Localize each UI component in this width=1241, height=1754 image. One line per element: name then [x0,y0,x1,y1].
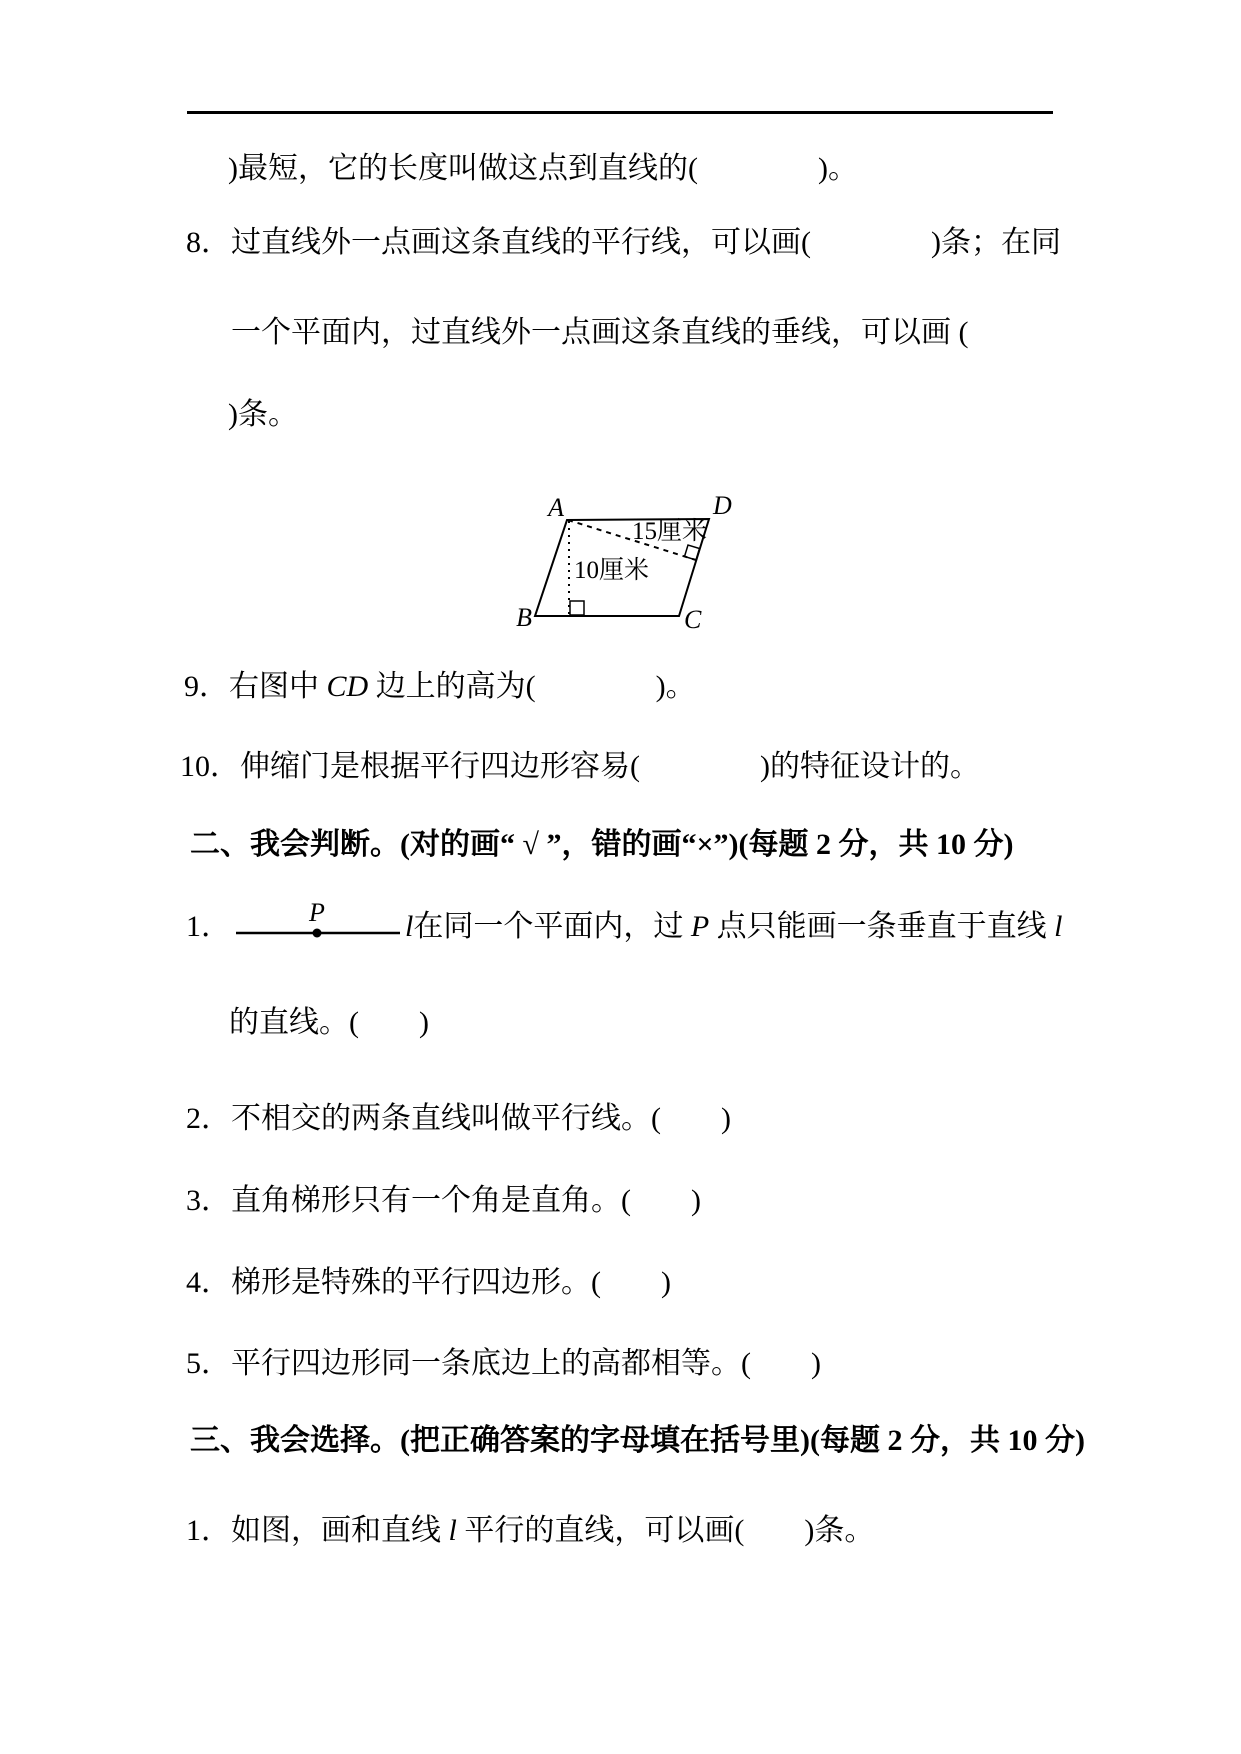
question-9-cd-italic: CD [326,670,369,703]
judge-question-1-text1: 在同一个平面内，过 [413,909,691,943]
parallelogram-figure [492,448,754,640]
question-9 [184,666,696,708]
vertex-label-c: C [684,605,702,634]
vertex-label-b: B [516,603,532,632]
right-angle-mark-bottom [570,601,584,615]
question-8-line3: )条。 [228,398,298,431]
question-9-pre: 9．右图中 [184,670,327,703]
judge-question-1-p-italic: P [690,909,710,943]
line-l-label: l [405,909,414,943]
judge-question-2: 2．不相交的两条直线叫做平行线。( ) [186,1102,731,1135]
top-divider-rule [187,111,1053,114]
judge-question-3: 3．直角梯形只有一个角是直角。( ) [186,1184,701,1217]
question-7-tail: )最短，它的长度叫做这点到直线的( )。 [228,152,858,185]
vertex-label-a: A [548,493,564,522]
judge-question-4: 4．梯形是特殊的平行四边形。( ) [186,1266,671,1299]
question-9-post: 边上的高为( )。 [368,670,696,703]
choice-question-1-l-italic: l [448,1514,457,1547]
point-p-dot [313,929,322,938]
question-8-line2: 一个平面内，过直线外一点画这条直线的垂线，可以画 ( [231,316,969,349]
section-3-heading: 三、我会选择。(把正确答案的字母填在括号里)(每题 2 分，共 10 分) [190,1424,1085,1457]
question-10: 10．伸缩门是根据平行四边形容易( )的特征设计的。 [180,750,980,783]
judge-question-1 [186,903,1063,955]
dimension-label-10cm: 10厘米 [574,557,650,584]
choice-question-1-pre: 1．如图，画和直线 [186,1514,449,1547]
point-line-figure [233,903,403,955]
point-p-label: P [309,903,325,927]
section-2-heading: 二、我会判断。(对的画“ √ ”，错的画“×”)(每题 2 分，共 10 分) [190,828,1014,861]
vertex-label-d: D [713,491,732,520]
choice-question-1-post: 平行的直线，可以画( )条。 [456,1514,875,1547]
judge-question-1-l-italic: l [1054,909,1063,943]
judge-question-5: 5．平行四边形同一条底边上的高都相等。( ) [186,1347,821,1380]
judge-question-1-text2: 点只能画一条垂直于直线 [709,909,1055,943]
dimension-label-15cm: 15厘米 [632,518,708,545]
right-angle-mark-side [685,545,700,560]
judge-question-1-cont: 的直线。( ) [229,1006,429,1039]
choice-question-1 [186,1510,874,1552]
judge-question-1-number: 1． [186,909,231,943]
question-8-line1: 8．过直线外一点画这条直线的平行线，可以画( )条；在同 [186,226,1061,259]
